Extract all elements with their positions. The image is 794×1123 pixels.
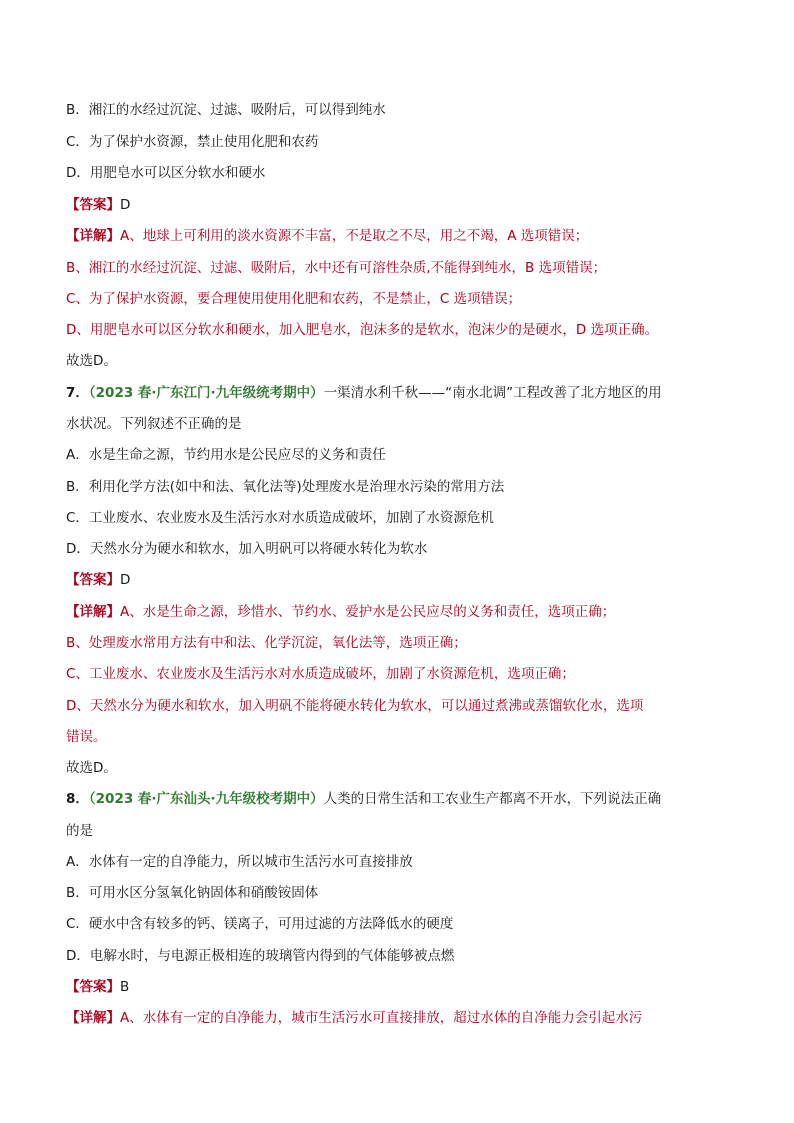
q6-detail-4: D、用肥皂水可以区分软水和硬水，加入肥皂水，泡沫多的是软水，泡沫少的是硬水，D 选项正确。 bbox=[66, 322, 659, 338]
q8-option-c: C．硬水中含有较多的钙、镁离子，可用过滤的方法降低水的硬度 bbox=[66, 916, 454, 932]
q8-detail-1 bbox=[66, 1008, 642, 1028]
q6-answer bbox=[66, 195, 130, 215]
q7-detail-2: B、处理废水常用方法有中和法、化学沉淀，氧化法等，选项正确； bbox=[66, 635, 467, 651]
q7-stem-line-1 bbox=[66, 383, 662, 403]
q8-answer bbox=[66, 977, 129, 997]
detail-text: A、水是生命之源，珍惜水、节约水、爱护水是公民应尽的义务和责任，选项正确； bbox=[120, 604, 616, 620]
q7-option-b: B．利用化学方法(如中和法、氧化法等)处理废水是治理水污染的常用方法 bbox=[66, 479, 505, 495]
q8-option-a: A．水体有一定的自净能力，所以城市生活污水可直接排放 bbox=[66, 854, 413, 870]
detail-tag: 【详解】 bbox=[66, 604, 120, 620]
q6-conclusion: 故选D。 bbox=[66, 353, 117, 369]
q7-detail-3: C、工业废水、农业废水及生活污水对水质造成破坏，加剧了水资源危机，选项正确； bbox=[66, 666, 575, 682]
question-stem: 人类的日常生活和工农业生产都离不开水，下列说法正确 bbox=[323, 791, 662, 807]
question-stem: 一渠清水利千秋——“南水北调”工程改善了北方地区的用 bbox=[323, 385, 662, 401]
q7-answer bbox=[66, 570, 130, 590]
answer-tag: 【答案】 bbox=[66, 979, 120, 995]
q8-stem-line-1 bbox=[66, 789, 661, 809]
q8-option-d: D．电解水时，与电源正极相连的玻璃管内得到的气体能够被点燃 bbox=[66, 948, 455, 964]
question-number: 8． bbox=[66, 791, 89, 807]
q7-option-a: A．水是生命之源，节约用水是公民应尽的义务和责任 bbox=[66, 447, 386, 463]
q6-detail-1 bbox=[66, 226, 588, 246]
q6-option-c: C．为了保护水资源，禁止使用化肥和农药 bbox=[66, 134, 319, 150]
answer-tag: 【答案】 bbox=[66, 197, 120, 213]
answer-value: D bbox=[120, 572, 131, 588]
q7-detail-1 bbox=[66, 602, 615, 622]
question-number: 7． bbox=[66, 385, 89, 401]
q7-detail-4a: D、天然水分为硬水和软水，加入明矾不能将硬水转化为软水，可以通过煮沸或蒸馏软化水，选项 bbox=[66, 698, 644, 714]
answer-value: B bbox=[120, 979, 130, 995]
q7-detail-4b: 错误。 bbox=[66, 729, 107, 745]
q6-detail-2: B、湘江的水经过沉淀、过滤、吸附后，水中还有可溶性杂质,不能得到纯水，B 选项错误； bbox=[66, 260, 607, 276]
detail-text: A、地球上可利用的淡水资源不丰富，不是取之不尽，用之不竭，A 选项错误； bbox=[120, 228, 589, 244]
q6-option-b: B．湘江的水经过沉淀、过滤、吸附后，可以得到纯水 bbox=[66, 102, 386, 118]
question-source: （2023 春·广东江门·九年级统考期中） bbox=[88, 385, 324, 401]
detail-tag: 【详解】 bbox=[66, 1010, 120, 1026]
q8-stem-line-2: 的是 bbox=[66, 823, 93, 839]
q6-option-d: D．用肥皂水可以区分软水和硬水 bbox=[66, 165, 266, 181]
q8-option-b: B．可用水区分氢氧化钠固体和硝酸铵固体 bbox=[66, 885, 319, 901]
q7-option-c: C．工业废水、农业废水及生活污水对水质造成破坏，加剧了水资源危机 bbox=[66, 510, 494, 526]
answer-tag: 【答案】 bbox=[66, 572, 120, 588]
answer-value: D bbox=[120, 197, 131, 213]
q6-detail-3: C、为了保护水资源，要合理使用使用化肥和农药，不是禁止，C 选项错误； bbox=[66, 291, 522, 307]
q7-option-d: D．天然水分为硬水和软水，加入明矾可以将硬水转化为软水 bbox=[66, 541, 428, 557]
detail-text: A、水体有一定的自净能力，城市生活污水可直接排放，超过水体的自净能力会引起水污 bbox=[120, 1010, 643, 1026]
detail-tag: 【详解】 bbox=[66, 228, 120, 244]
q7-conclusion: 故选D。 bbox=[66, 760, 117, 776]
question-source: （2023 春·广东汕头·九年级校考期中） bbox=[88, 791, 324, 807]
q7-stem-line-2: 水状况。下列叙述不正确的是 bbox=[66, 416, 242, 432]
